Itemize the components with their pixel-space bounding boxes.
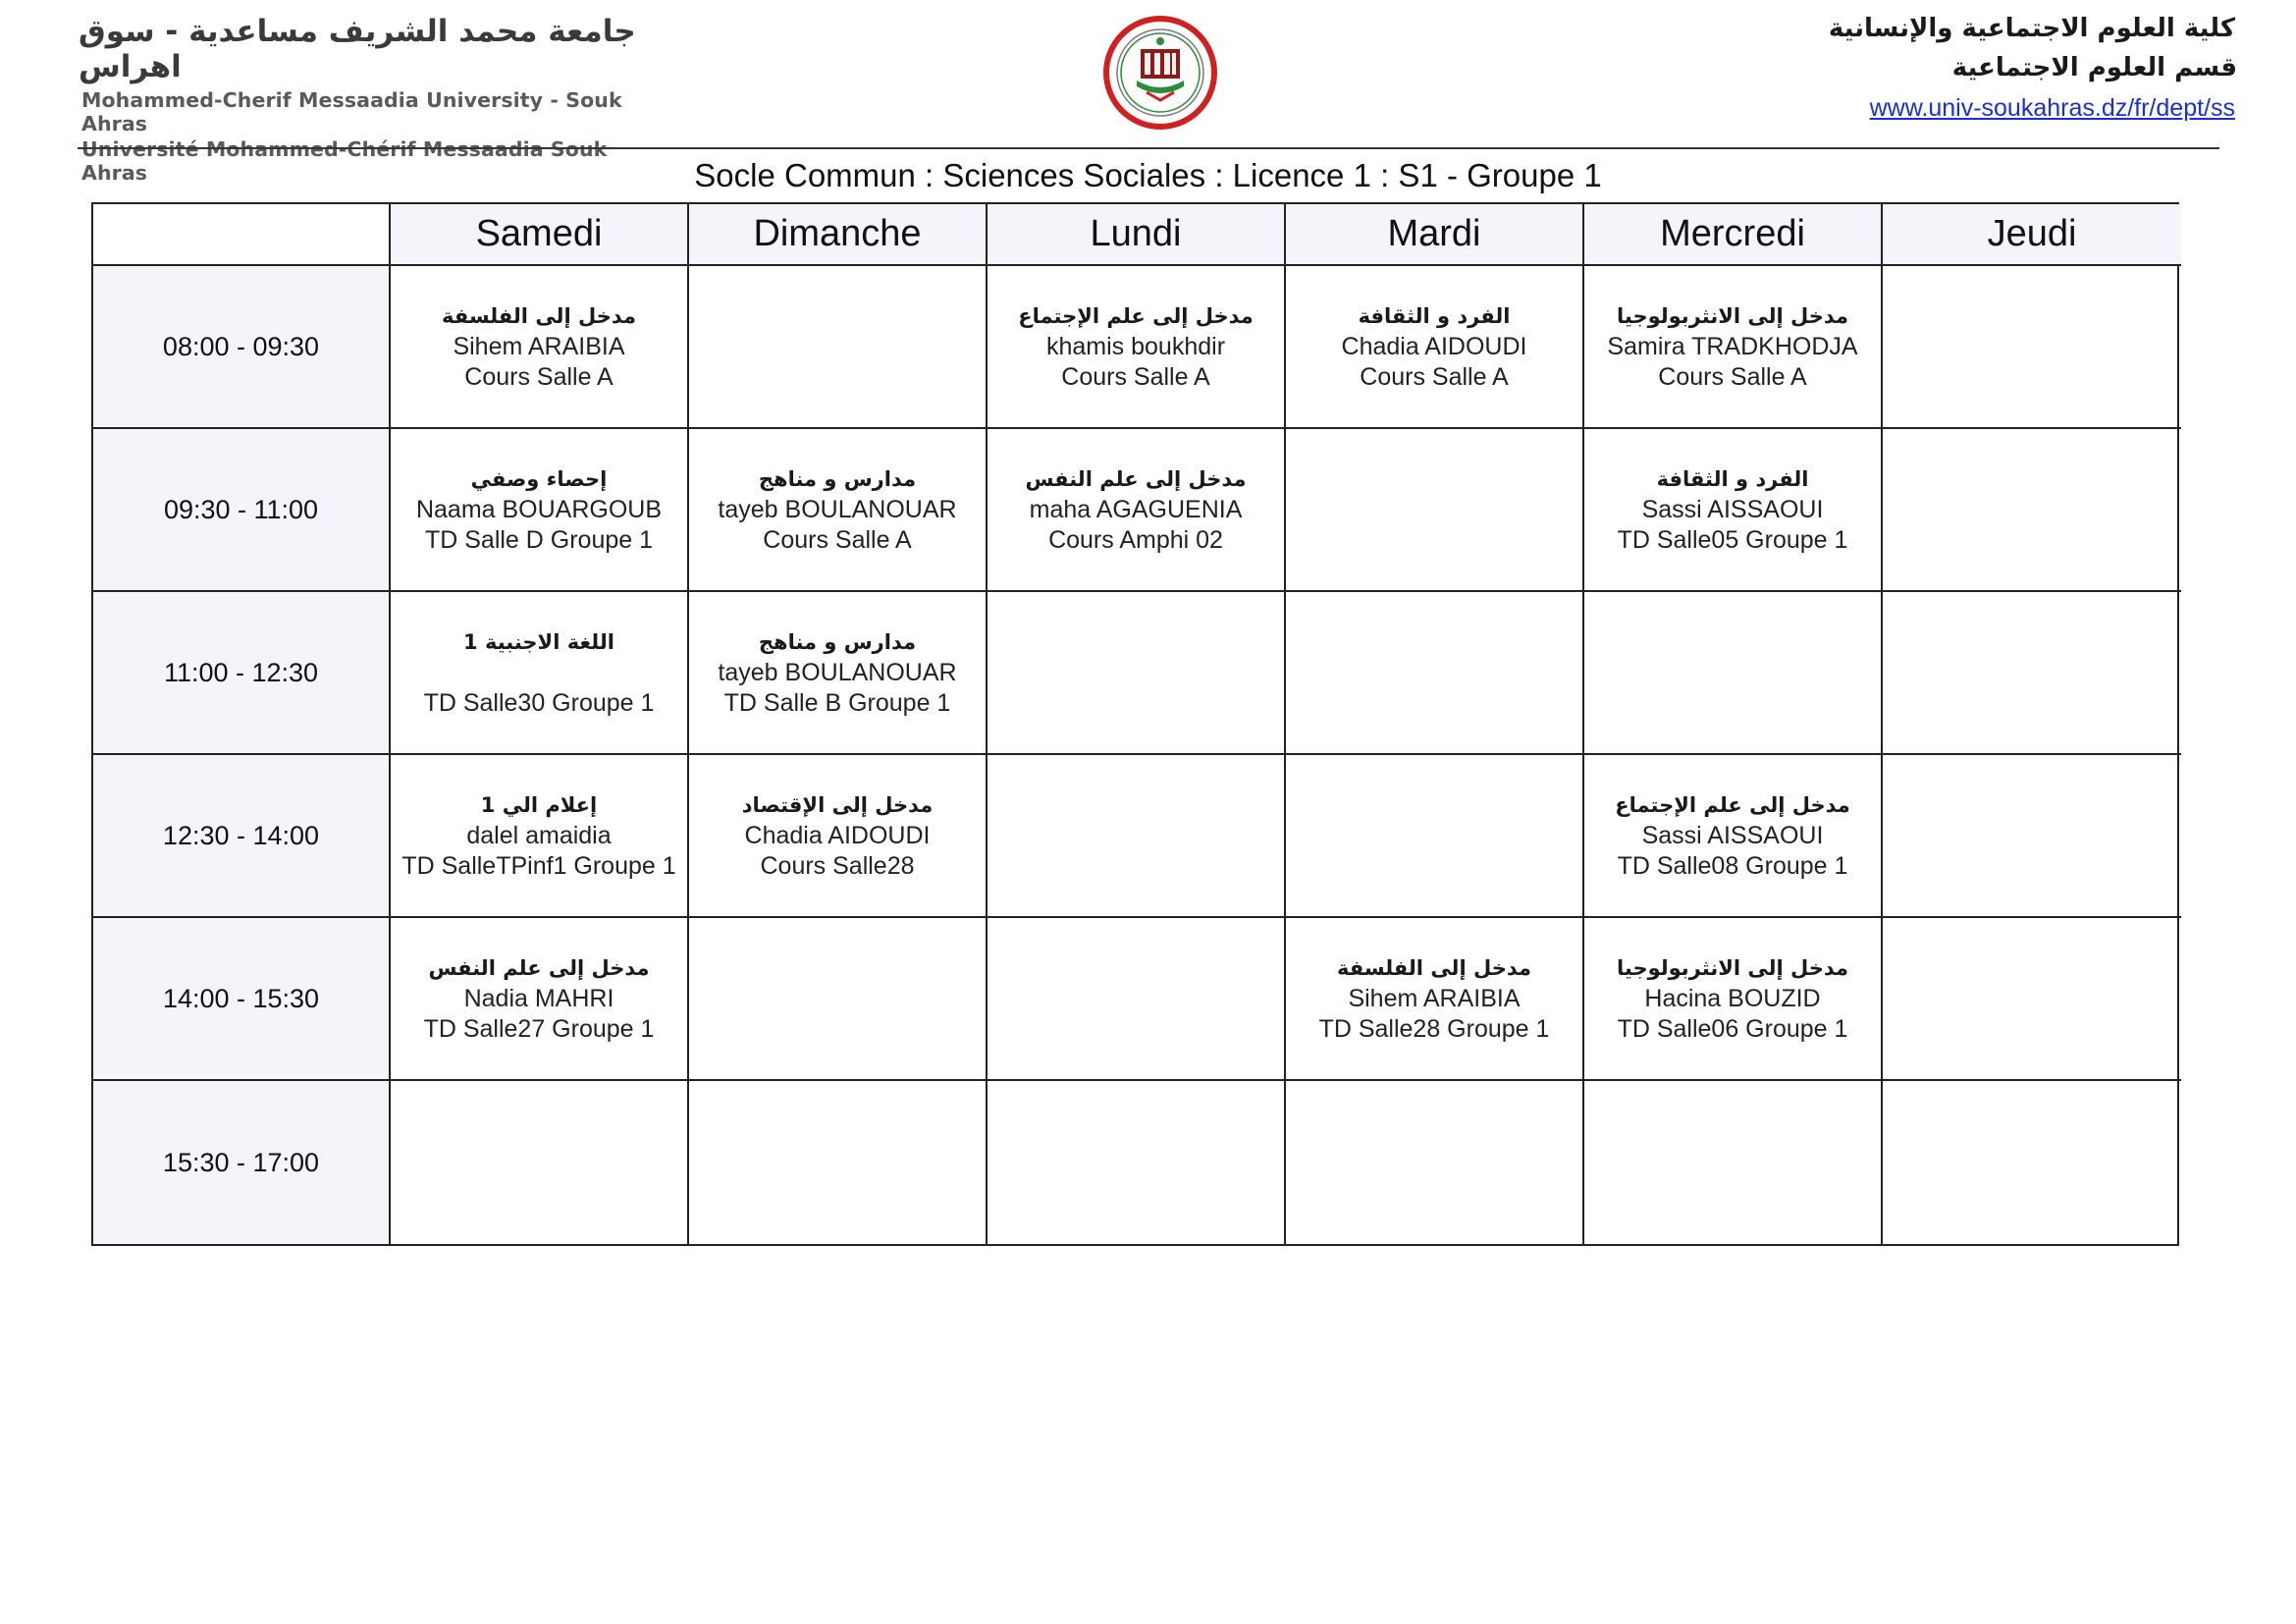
- schedule-cell: [391, 918, 689, 1081]
- schedule-cell: [1883, 266, 2181, 429]
- course-teacher: Nadia MAHRI: [463, 984, 614, 1012]
- course-subject: مدخل إلى علم الإجتماع: [1615, 792, 1850, 817]
- course-room: Cours Salle A: [464, 362, 614, 391]
- schedule-cell: [988, 755, 1286, 918]
- corner-cell: [93, 204, 391, 266]
- day-header: Dimanche: [689, 204, 988, 266]
- schedule-cell: [1286, 918, 1584, 1081]
- course-subject: مدخل إلى الإقتصاد: [741, 792, 934, 817]
- schedule-cell: [1584, 1081, 1883, 1244]
- course-room: Cours Salle A: [1658, 362, 1807, 391]
- schedule-cell: [1883, 755, 2181, 918]
- course-subject: مدخل إلى الفلسفة: [1337, 955, 1531, 980]
- course-teacher: tayeb BOULANOUAR: [718, 495, 957, 523]
- schedule-cell: [1286, 755, 1584, 918]
- schedule-cell: [1584, 592, 1883, 755]
- course-room: TD Salle05 Groupe 1: [1617, 525, 1848, 554]
- course-teacher: Chadia AIDOUDI: [1341, 332, 1527, 360]
- schedule-cell: [988, 429, 1286, 592]
- course-room: Cours Salle A: [763, 525, 912, 554]
- schedule-cell: [689, 266, 988, 429]
- schedule-cell: [1883, 918, 2181, 1081]
- course-subject: مدخل إلى علم النفس: [1025, 466, 1247, 491]
- course-subject: مدخل إلى علم النفس: [428, 955, 650, 980]
- schedule-cell: [1584, 918, 1883, 1081]
- course-room: TD Salle B Groupe 1: [723, 688, 951, 717]
- course-teacher: khamis boukhdir: [1045, 332, 1226, 360]
- course-teacher: Sassi AISSAOUI: [1641, 495, 1824, 523]
- course-subject: اللغة الاجنبية 1: [463, 629, 614, 654]
- course-subject: إحصاء وصفي: [470, 466, 608, 491]
- schedule-cell: [988, 918, 1286, 1081]
- time-slot: 11:00 - 12:30: [93, 592, 391, 755]
- day-header: Mercredi: [1584, 204, 1883, 266]
- course-teacher: Sassi AISSAOUI: [1641, 821, 1824, 849]
- university-logo: [1097, 12, 1223, 132]
- course-room: TD Salle28 Groupe 1: [1318, 1014, 1550, 1043]
- day-header: Mardi: [1286, 204, 1584, 266]
- schedule-cell: [1286, 592, 1584, 755]
- faculty-name-arabic: كلية العلوم الاجتماعية والإنسانية: [1828, 14, 2235, 43]
- university-name-arabic: جامعة محمد الشريف مساعدية - سوق اهراس: [79, 14, 636, 84]
- time-slot: 12:30 - 14:00: [93, 755, 391, 918]
- course-teacher: Hacina BOUZID: [1644, 984, 1821, 1012]
- course-room: Cours Salle28: [760, 851, 915, 880]
- schedule-cell: [689, 755, 988, 918]
- time-slot: 15:30 - 17:00: [93, 1081, 391, 1244]
- course-room: TD Salle27 Groupe 1: [423, 1014, 655, 1043]
- course-subject: الفرد و الثقافة: [1656, 466, 1809, 491]
- course-teacher: Samira TRADKHODJA: [1607, 332, 1858, 360]
- day-header: Lundi: [988, 204, 1286, 266]
- schedule-cell: [1286, 1081, 1584, 1244]
- schedule-cell: [1584, 266, 1883, 429]
- schedule-cell: [391, 266, 689, 429]
- course-subject: إعلام الي 1: [480, 792, 598, 817]
- schedule-cell: [1584, 429, 1883, 592]
- schedule-cell: [391, 755, 689, 918]
- schedule-cell: [689, 918, 988, 1081]
- schedule-cell: [391, 429, 689, 592]
- course-subject: مدخل إلى الانثربولوجيا: [1616, 303, 1848, 328]
- schedule-cell: [1883, 1081, 2181, 1244]
- course-room: TD Salle30 Groupe 1: [423, 688, 655, 717]
- course-teacher: Sihem ARAIBIA: [453, 332, 625, 360]
- course-subject: مدارس و مناهج: [758, 629, 917, 654]
- university-name-french: Université Mohammed-Chérif Messaadia Souk Ahras: [81, 137, 608, 185]
- time-slot: 08:00 - 09:30: [93, 266, 391, 429]
- time-slot: 14:00 - 15:30: [93, 918, 391, 1081]
- course-teacher: maha AGAGUENIA: [1029, 495, 1243, 523]
- course-room: TD Salle D Groupe 1: [424, 525, 654, 554]
- day-header: Samedi: [391, 204, 689, 266]
- schedule-cell: [1883, 592, 2181, 755]
- schedule-cell: [988, 266, 1286, 429]
- course-teacher: dalel amaidia: [466, 821, 612, 849]
- schedule-cell: [1286, 266, 1584, 429]
- schedule-cell: [1883, 429, 2181, 592]
- header-divider: [78, 147, 2219, 149]
- page-title: Socle Commun : Sciences Sociales : Licence 1 : S1 - Groupe 1: [694, 157, 1602, 193]
- course-room: TD SalleTPinf1 Groupe 1: [401, 851, 676, 880]
- faculty-header: [1829, 14, 2235, 123]
- course-teacher: tayeb BOULANOUAR: [718, 658, 957, 686]
- course-room: Cours Salle A: [1061, 362, 1210, 391]
- schedule-cell: [988, 1081, 1286, 1244]
- time-slot: 09:30 - 11:00: [93, 429, 391, 592]
- schedule-cell: [689, 429, 988, 592]
- schedule-cell: [391, 592, 689, 755]
- department-name-arabic: قسم العلوم الاجتماعية: [1951, 53, 2237, 82]
- course-room: Cours Amphi 02: [1048, 525, 1223, 554]
- course-subject: مدخل إلى الفلسفة: [442, 303, 636, 328]
- schedule-cell: [689, 592, 988, 755]
- course-room: TD Salle06 Groupe 1: [1617, 1014, 1848, 1043]
- course-subject: الفرد و الثقافة: [1358, 303, 1511, 328]
- schedule-cell: [1286, 429, 1584, 592]
- course-subject: مدخل إلى علم الإجتماع: [1018, 303, 1254, 328]
- course-teacher: Sihem ARAIBIA: [1348, 984, 1521, 1012]
- schedule-cell: [1584, 755, 1883, 918]
- day-header: Jeudi: [1883, 204, 2181, 266]
- course-room: Cours Salle A: [1360, 362, 1509, 391]
- schedule-cell: [988, 592, 1286, 755]
- timetable: [91, 202, 2179, 1246]
- course-subject: مدخل إلى الانثربولوجيا: [1616, 955, 1848, 980]
- department-website-link[interactable]: www.univ-soukahras.dz/fr/dept/ss: [1869, 94, 2235, 122]
- course-teacher: Naama BOUARGOUB: [415, 495, 663, 523]
- course-teacher: Chadia AIDOUDI: [744, 821, 931, 849]
- university-name-english: Mohammed-Cherif Messaadia University - Souk Ahras: [81, 88, 622, 135]
- schedule-cell: [689, 1081, 988, 1244]
- course-subject: مدارس و مناهج: [758, 466, 917, 491]
- course-room: TD Salle08 Groupe 1: [1617, 851, 1848, 880]
- schedule-cell: [391, 1081, 689, 1244]
